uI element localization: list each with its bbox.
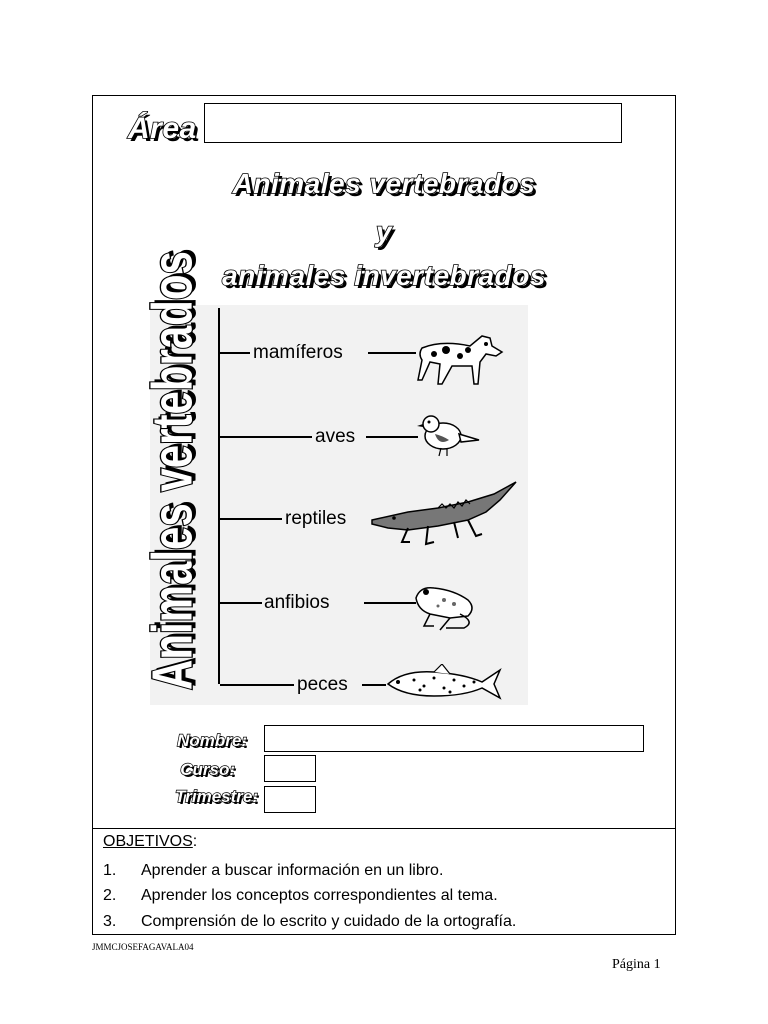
nombre-label: Nombre: (177, 731, 247, 750)
branch-line (220, 352, 250, 354)
objective-item: 1. Aprender a buscar información en un libro. (103, 862, 444, 879)
class-label-reptiles: reptiles (285, 508, 347, 529)
branch-line (366, 436, 418, 438)
branch-line (362, 684, 386, 686)
dog-icon (412, 318, 504, 390)
diagram-trunk-line (218, 308, 220, 684)
branch-line (220, 436, 312, 438)
objectives-heading: OBJETIVOS: (103, 833, 198, 850)
area-label: Área (128, 112, 197, 145)
vertical-title: Animales vertebrados (140, 251, 204, 690)
branch-line (220, 602, 262, 604)
class-label-peces: peces (297, 674, 348, 695)
fish-icon (384, 664, 504, 704)
class-label-mamiferos: mamíferos (253, 342, 343, 363)
title-line-1: Animales vertebrados (232, 168, 536, 199)
area-field[interactable] (204, 103, 622, 143)
footer-code: JMMCJOSEFAGAVALA04 (92, 942, 194, 952)
class-label-anfibios: anfibios (264, 592, 330, 613)
curso-field[interactable] (264, 755, 316, 782)
bird-icon (415, 410, 485, 460)
title-line-2: y (375, 216, 393, 247)
objective-item: 2. Aprender los conceptos correspondientes al tema. (103, 887, 498, 904)
trimestre-field[interactable] (264, 786, 316, 813)
curso-label: Curso: (180, 760, 235, 779)
branch-line (220, 518, 282, 520)
frog-icon (410, 578, 482, 634)
objectives-section (92, 828, 676, 935)
crocodile-icon (368, 478, 520, 548)
page-number: Página 1 (612, 957, 661, 972)
nombre-field[interactable] (264, 725, 644, 752)
objective-item: 3. Comprensión de lo escrito y cuidado de la ortografía. (103, 913, 517, 930)
trimestre-label: Trimestre: (175, 787, 258, 806)
branch-line (364, 602, 416, 604)
branch-line (220, 684, 294, 686)
branch-line (368, 352, 416, 354)
class-label-aves: aves (315, 426, 356, 447)
title-line-3: animales invertebrados (222, 260, 546, 291)
